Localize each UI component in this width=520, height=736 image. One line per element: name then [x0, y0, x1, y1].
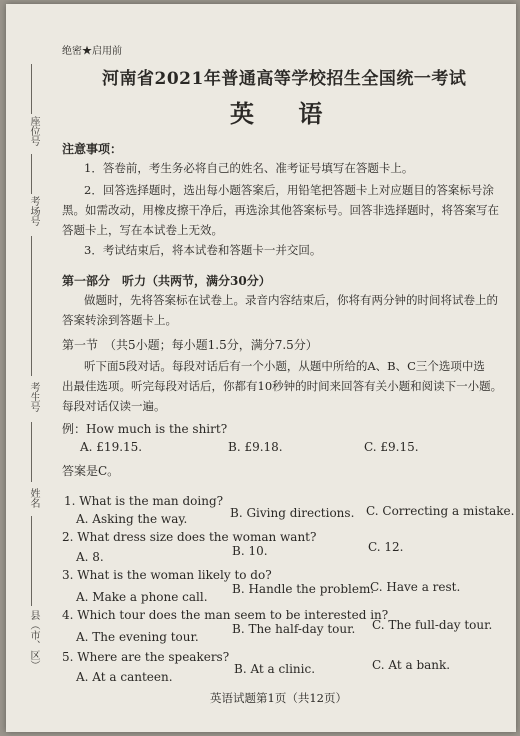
q2-option-a: A. 8.	[76, 550, 104, 564]
secret-label: 绝密★启用前	[62, 46, 122, 57]
sidebar-county-label: 县（市、区）	[28, 610, 39, 670]
q3-option-b: B. Handle the problem.	[232, 582, 375, 596]
section1-instructions-cont: 出最佳选项。听完每段对话后，你都有10秒钟的时间来回答有关小题和阅读下一小题。	[62, 379, 503, 393]
section1-instructions-cont: 每段对话仅读一遍。	[62, 399, 166, 413]
sidebar-line	[31, 516, 32, 606]
notice-item-3: 3．考试结束后，将本试卷和答题卡一并交回。	[84, 243, 322, 257]
question-4: 4. Which tour does the man seem to be interested in?	[62, 608, 389, 622]
notice-item-1: 1．答卷前，考生务必将自己的姓名、准考证号填写在答题卡上。	[84, 161, 414, 175]
q1-option-a: A. Asking the way.	[76, 512, 188, 526]
q5-option-a: A. At a canteen.	[76, 670, 173, 684]
exam-title: 河南省2021年普通高等学校招生全国统一考试	[102, 69, 467, 89]
example-answer: 答案是C。	[62, 464, 120, 478]
q5-option-c: C. At a bank.	[372, 658, 451, 672]
question-1: 1. What is the man doing?	[64, 494, 224, 508]
section1-heading: 第一节 （共5小题；每小题1.5分，满分7.5分）	[62, 338, 318, 352]
q2-option-b: B. 10.	[232, 544, 268, 558]
q3-option-a: A. Make a phone call.	[76, 590, 208, 604]
notice-heading: 注意事项：	[62, 142, 123, 156]
q1-option-c: C. Correcting a mistake.	[366, 504, 515, 518]
sidebar-line	[31, 154, 32, 194]
notice-item-2-cont: 答题卡上，写在本试卷上无效。	[62, 223, 223, 237]
sidebar-seat-label: 座位号	[28, 116, 39, 146]
page-footer: 英语试题第1页（共12页）	[210, 691, 347, 705]
q4-option-a: A. The evening tour.	[76, 630, 199, 644]
example-question: 例：How much is the shirt?	[62, 422, 228, 436]
q4-option-c: C. The full-day tour.	[372, 618, 493, 632]
example-option-a: A. £19.15.	[80, 440, 143, 454]
part1-instructions: 做题时，先将答案标在试卷上。录音内容结束后，你将有两分钟的时间将试卷上的	[84, 293, 498, 307]
q4-option-b: B. The half-day tour.	[232, 622, 356, 636]
section1-instructions: 听下面5段对话。每段对话后有一个小题，从题中所给的A、B、C三个选项中选	[84, 359, 485, 373]
sidebar-exam-room-label: 考场号	[28, 196, 39, 226]
q2-option-c: C. 12.	[368, 540, 404, 554]
part1-instructions-cont: 答案转涂到答题卡上。	[62, 313, 177, 327]
notice-item-2: 2．回答选择题时，选出每小题答案后，用铅笔把答题卡上对应题目的答案标号涂	[84, 183, 494, 197]
question-3: 3. What is the woman likely to do?	[62, 568, 272, 582]
sidebar-line	[31, 64, 32, 114]
subject-title: 英 语	[230, 99, 341, 128]
q5-option-b: B. At a clinic.	[234, 662, 316, 676]
sidebar-student-id-label: 考生号	[28, 382, 39, 412]
sidebar-line	[31, 236, 32, 376]
question-2: 2. What dress size does the woman want?	[62, 530, 317, 544]
sidebar-name-label: 姓名	[28, 488, 39, 508]
example-option-b: B. £9.18.	[228, 440, 283, 454]
exam-paper	[6, 4, 516, 732]
example-option-c: C. £9.15.	[364, 440, 419, 454]
sidebar-line	[31, 422, 32, 482]
question-5: 5. Where are the speakers?	[62, 650, 230, 664]
q1-option-b: B. Giving directions.	[230, 506, 355, 520]
q3-option-c: C. Have a rest.	[370, 580, 461, 594]
part1-heading: 第一部分 听力（共两节，满分30分）	[62, 274, 271, 288]
notice-item-2-cont: 黑。如需改动，用橡皮擦干净后，再选涂其他答案标号。回答非选择题时，将答案写在	[62, 203, 499, 217]
